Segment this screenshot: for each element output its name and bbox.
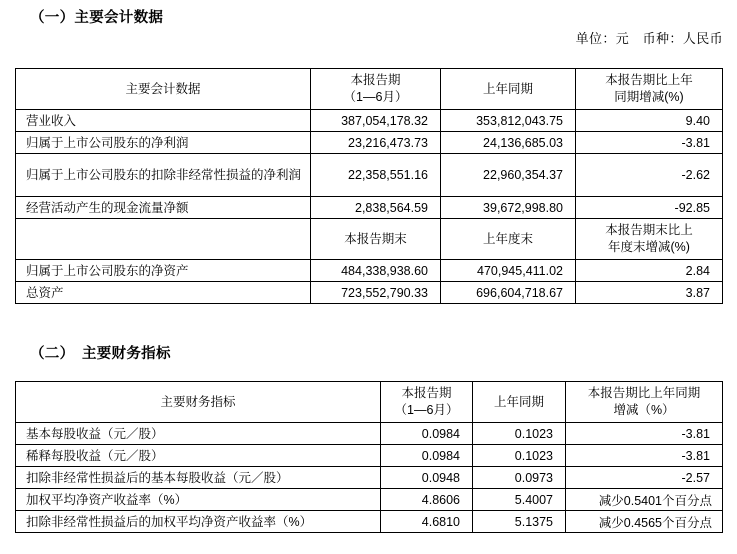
header-line-2: 同期增减(%)	[614, 90, 684, 104]
row-current-value: 4.8606	[381, 489, 473, 511]
row-label: 归属于上市公司股东的净资产	[16, 260, 311, 282]
row-label: 加权平均净资产收益率（%）	[16, 489, 381, 511]
row-previous-value: 470,945,411.02	[441, 260, 576, 282]
header-cell-current-period	[311, 69, 441, 110]
page-title-section-2: （二） 主要财务指标	[30, 346, 171, 362]
row-label: 扣除非经常性损益后的基本每股收益（元／股）	[16, 467, 381, 489]
page-title-section-1: （一）主要会计数据	[30, 10, 164, 26]
row-current-value: 484,338,938.60	[311, 260, 441, 282]
header-cell-change	[576, 69, 723, 110]
header-cell-current-period	[381, 382, 473, 423]
row-label: 稀释每股收益（元／股）	[16, 445, 381, 467]
header-line-2: 增减（%）	[613, 403, 675, 417]
subheader-cell-empty	[16, 219, 311, 260]
table-row	[16, 132, 723, 154]
row-current-value: 4.6810	[381, 511, 473, 533]
table-row	[16, 467, 723, 489]
row-change-value: 9.40	[576, 110, 723, 132]
row-change-value: -3.81	[566, 423, 723, 445]
row-label: 基本每股收益（元／股）	[16, 423, 381, 445]
subheader-cell-prior-year-end: 上年度末	[441, 219, 576, 260]
table-header-row	[16, 382, 723, 423]
table-row	[16, 489, 723, 511]
table-row	[16, 197, 723, 219]
header-cell-metric: 主要财务指标	[16, 382, 381, 423]
table-row	[16, 445, 723, 467]
row-change-value: -2.62	[576, 154, 723, 197]
main-financial-indicators-table	[15, 381, 723, 533]
row-current-value: 22,358,551.16	[311, 154, 441, 197]
row-label: 归属于上市公司股东的净利润	[16, 132, 311, 154]
row-change-value: 减少0.4565个百分点	[566, 511, 723, 533]
row-current-value: 0.0948	[381, 467, 473, 489]
row-current-value: 0.0984	[381, 423, 473, 445]
row-change-value: -3.81	[566, 445, 723, 467]
table-row	[16, 260, 723, 282]
table-row	[16, 154, 723, 197]
header-cell-change	[566, 382, 723, 423]
header-cell-prior-period: 上年同期	[473, 382, 566, 423]
subheader-line-2: 年度末增减(%)	[608, 240, 690, 254]
row-previous-value: 5.1375	[473, 511, 566, 533]
row-change-value: 减少0.5401个百分点	[566, 489, 723, 511]
header-line-2: （1—6月）	[394, 403, 459, 417]
header-cell-prior-period: 上年同期	[441, 69, 576, 110]
main-accounting-data-table	[15, 68, 723, 304]
subheader-line-1: 本报告期末比上	[605, 223, 693, 237]
row-previous-value: 22,960,354.37	[441, 154, 576, 197]
row-change-value: -2.57	[566, 467, 723, 489]
row-change-value: 2.84	[576, 260, 723, 282]
row-current-value: 723,552,790.33	[311, 282, 441, 304]
row-previous-value: 0.1023	[473, 423, 566, 445]
row-previous-value: 0.0973	[473, 467, 566, 489]
table-header-row	[16, 69, 723, 110]
header-line-1: 本报告期	[350, 73, 401, 87]
unit-currency-note: 单位：元 币种：人民币	[575, 31, 723, 46]
row-current-value: 23,216,473.73	[311, 132, 441, 154]
row-previous-value: 353,812,043.75	[441, 110, 576, 132]
row-label: 经营活动产生的现金流量净额	[16, 197, 311, 219]
table-subheader-row	[16, 219, 723, 260]
header-line-1: 本报告期比上年	[605, 73, 693, 87]
row-label: 营业收入	[16, 110, 311, 132]
table-row	[16, 511, 723, 533]
row-previous-value: 696,604,718.67	[441, 282, 576, 304]
row-current-value: 387,054,178.32	[311, 110, 441, 132]
table-row	[16, 282, 723, 304]
header-line-1: 本报告期比上年同期	[587, 386, 701, 400]
row-label: 总资产	[16, 282, 311, 304]
row-previous-value: 0.1023	[473, 445, 566, 467]
row-previous-value: 5.4007	[473, 489, 566, 511]
row-change-value: -92.85	[576, 197, 723, 219]
row-previous-value: 24,136,685.03	[441, 132, 576, 154]
row-label: 扣除非经常性损益后的加权平均净资产收益率（%）	[16, 511, 381, 533]
row-change-value: -3.81	[576, 132, 723, 154]
subheader-cell-change	[576, 219, 723, 260]
header-cell-metric: 主要会计数据	[16, 69, 311, 110]
table-row	[16, 423, 723, 445]
header-line-2: （1—6月）	[343, 90, 408, 104]
row-previous-value: 39,672,998.80	[441, 197, 576, 219]
row-label: 归属于上市公司股东的扣除非经常性损益的净利润	[16, 154, 311, 197]
table-row	[16, 110, 723, 132]
header-line-1: 本报告期	[401, 386, 452, 400]
subheader-cell-period-end: 本报告期末	[311, 219, 441, 260]
row-current-value: 0.0984	[381, 445, 473, 467]
row-current-value: 2,838,564.59	[311, 197, 441, 219]
row-change-value: 3.87	[576, 282, 723, 304]
